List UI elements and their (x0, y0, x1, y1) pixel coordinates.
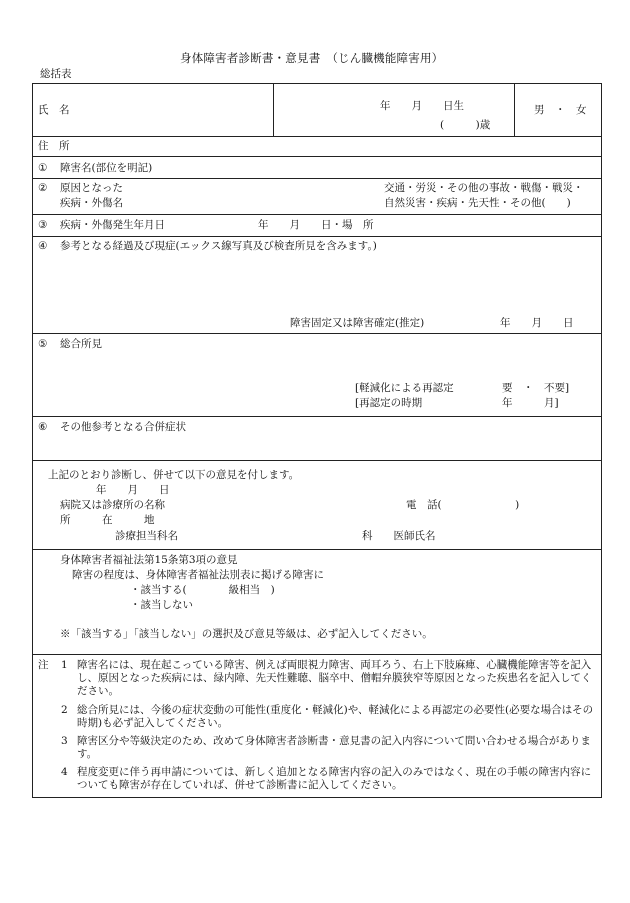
complications-label: その他参考となる合併症状 (60, 421, 186, 433)
hospital-address-label: 所 在 地 (60, 514, 155, 526)
fixed-date-label: 障害固定又は障害確定(推定) (290, 317, 425, 329)
cause-options-line1[interactable]: 交通・労災・その他の事故・戦傷・戦災・ (384, 182, 584, 194)
note-item: 障害名には、現在起こっている障害、例えば両眼視力障害、両耳ろう、右上下肢麻痺、心臓機能障害等を記入し、原因となった疾病には、緑内障、先天性難聴、脳卒中、僧帽弁膜狭窄等原因となった疾患名を記入してください。 (77, 659, 592, 697)
note-item: 障害区分や等級決定のため、改めて身体障害者診断書・意見書の記入内容について問い合わせる場合があります。 (77, 735, 591, 760)
row2-number: ② (38, 182, 48, 194)
disability-name-label: 障害名(部位を明記) (60, 162, 153, 174)
sex-field[interactable]: 男 ・ 女 (534, 104, 587, 116)
note-number: 1 (61, 659, 68, 671)
form-subtitle: 総括表 (40, 68, 72, 80)
recertification-options[interactable]: 要 ・ 不要] (502, 382, 570, 394)
hospital-name-label: 病院又は診療所の名称 (60, 499, 165, 511)
row1-number: ① (38, 162, 48, 174)
applicable-option[interactable]: ・該当する( 級相当 ) (130, 584, 275, 596)
recertification-time-field[interactable]: 年 月] (502, 397, 559, 409)
note-number: 3 (61, 735, 68, 747)
name-field[interactable] (275, 85, 513, 135)
note-item: 程度変更に伴う再申請については、新しく追加となる障害内容の記入のみではなく、現在の手帳の障害内容についても障害が存在していれば、併せて診断書に記入してください。 (77, 766, 592, 791)
general-findings-label: 総合所見 (60, 338, 102, 350)
note-item: 総合所見には、今後の症状変動の可能性(重度化・軽減化)や、軽減化による再認定の必要性(必要な場合はその時期)も必ず記入してください。 (77, 704, 594, 729)
cause-label-line2: 疾病・外傷名 (60, 197, 123, 209)
age-field[interactable]: ( )歳 (440, 119, 491, 131)
opinion-heading: 身体障害者福祉法第15条第3項の意見 (60, 554, 238, 566)
fixed-date-field[interactable]: 年 月 日 (500, 317, 574, 329)
row4-number: ④ (38, 240, 48, 252)
recertification-time-label: [再認定の時期 (355, 397, 423, 409)
cause-options-line2[interactable]: 自然災害・疾病・先天性・その他( ) (384, 197, 571, 209)
row6-number: ⑥ (38, 421, 48, 433)
birthdate-field[interactable]: 年 月 日生 (380, 100, 464, 112)
name-label: 氏 名 (38, 104, 70, 116)
note-number: 2 (61, 704, 68, 716)
note-number: 4 (61, 766, 68, 778)
onset-date-field[interactable]: 年 月 日・場 所 (258, 219, 374, 231)
opinion-line: 障害の程度は、身体障害者福祉法別表に掲げる障害に (72, 569, 324, 581)
opinion-note: ※「該当する」「該当しない」の選択及び意見等級は、必ず記入してください。 (60, 628, 433, 640)
phone-field[interactable]: 電 話( ) (406, 499, 520, 511)
not-applicable-option[interactable]: ・該当しない (130, 599, 193, 611)
row3-number: ③ (38, 219, 48, 231)
department-label: 診療担当科名 (115, 530, 178, 542)
progress-label: 参考となる経過及び現症(エックス線写真及び検査所見を含みます。) (60, 240, 377, 252)
notes-label: 注 (38, 659, 49, 671)
recertification-label: [軽減化による再認定 (355, 382, 454, 394)
doctor-name-label: 科 医師氏名 (362, 530, 436, 542)
diagnosis-date-field[interactable]: 年 月 日 (96, 484, 170, 496)
onset-date-label: 疾病・外傷発生年月日 (60, 219, 165, 231)
address-label: 住 所 (38, 140, 70, 152)
diagnosis-intro: 上記のとおり診断し、併せて以下の意見を付します。 (48, 469, 300, 481)
cause-label-line1: 原因となった (60, 182, 123, 194)
form-title: 身体障害者診断書・意見書 （じん臓機能障害用） (180, 51, 444, 65)
row5-number: ⑤ (38, 338, 48, 350)
